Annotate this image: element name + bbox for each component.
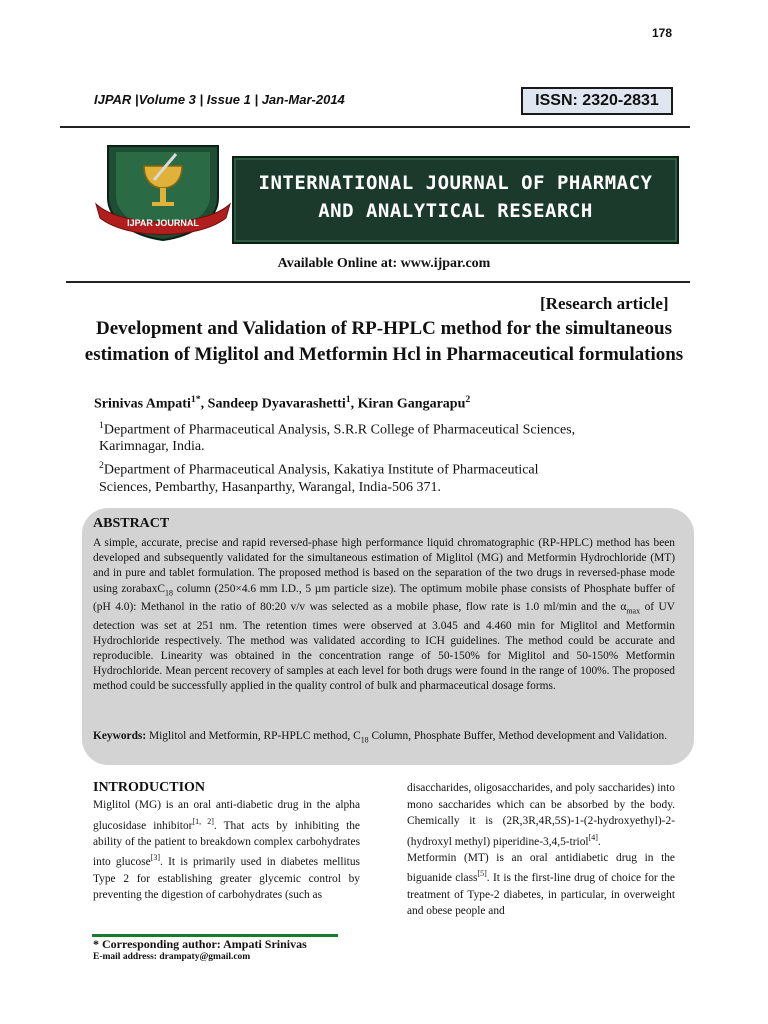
banner-title-line1: INTERNATIONAL JOURNAL OF PHARMACY bbox=[258, 172, 653, 194]
abstract-text-part: A simple, accurate, precise and rapid reversed-phase high performance liquid chromatographic (RP-HPLC) method has been developed and subsequently validated for the simultaneous estimation of Miglitol (MG) and Metformin Hydrochloride (MT) and in pure and tablet formulation. The proposed method is based on the separation of the two drugs in reversed-phase mode using zorabaxC bbox=[93, 537, 675, 595]
available-online: Available Online at: www.ijpar.com bbox=[277, 256, 491, 271]
keywords bbox=[93, 729, 675, 747]
affiliation-1-line2: Karimnagar, India. bbox=[99, 439, 205, 454]
subscript: 18 bbox=[360, 735, 369, 745]
logo-text: IJPAR JOURNAL bbox=[127, 218, 199, 228]
corresponding-author: * Corresponding author: Ampati Srinivas bbox=[93, 937, 307, 951]
banner-divider bbox=[66, 281, 690, 283]
issn-badge: ISSN: 2320-2831 bbox=[521, 87, 673, 115]
journal-logo bbox=[92, 140, 234, 242]
affiliation-mark: 2 bbox=[99, 460, 104, 471]
abstract-body bbox=[93, 536, 675, 695]
citation: [4] bbox=[588, 832, 598, 842]
article-title: Development and Validation of RP-HPLC method for the simultaneous estimation of Miglitol and Metformin Hcl in Pharmaceutical formulations bbox=[84, 318, 684, 365]
keywords-text: Column, Phosphate Buffer, Method development and Validation. bbox=[368, 730, 668, 742]
affiliation-text: Department of Pharmaceutical Analysis, Kakatiya Institute of Pharmaceutical bbox=[103, 462, 539, 478]
introduction-left-column bbox=[93, 797, 360, 904]
body-text: . That acts by inhibiting the ability of the patient to breakdown complex carbohydrates into glucose bbox=[93, 819, 360, 869]
email-address: E-mail address: drampaty@gmail.com bbox=[93, 952, 251, 962]
body-text: . It is primarily used in diabetes mellitus Type 2 for establishing greater glycemic control by preventing the digestion of carbohydrates (such as bbox=[93, 856, 360, 902]
citation: [5] bbox=[477, 869, 487, 879]
abstract-heading: ABSTRACT bbox=[93, 516, 170, 531]
body-text: . bbox=[597, 835, 601, 848]
citation: [1, 2] bbox=[192, 816, 214, 826]
affiliation-text: Department of Pharmaceutical Analysis, S.R.R College of Pharmaceutical Sciences, bbox=[103, 422, 576, 438]
author-name: , Kiran Gangarapu bbox=[350, 396, 466, 412]
article-type: [Research article] bbox=[540, 294, 669, 313]
author-name: Srinivas Ampati bbox=[94, 396, 191, 412]
page-number: 178 bbox=[652, 26, 673, 40]
keywords-label: Keywords: bbox=[93, 730, 147, 742]
body-text: . It is the first-line drug of choice for the treatment of Type-2 diabetes, in particular, in overweight and obese people and bbox=[407, 872, 675, 918]
affiliation-2-line2: Sciences, Pembarthy, Hasanparthy, Warangal, India-506 371. bbox=[99, 480, 442, 495]
author-affiliation-mark: 2 bbox=[465, 394, 471, 405]
keywords-text: Miglitol and Metformin, RP-HPLC method, C bbox=[146, 730, 361, 742]
header-divider bbox=[60, 126, 690, 128]
author-affiliation-mark: 1* bbox=[190, 394, 201, 405]
affiliation-mark: 1 bbox=[99, 420, 104, 431]
banner-title-line2: AND ANALYTICAL RESEARCH bbox=[318, 200, 593, 222]
citation: [3] bbox=[150, 853, 161, 863]
body-text: disaccharides, oligosaccharides, and poly saccharides) into mono saccharides which can be absorbed by the body. Chemically it is (2R,3R,4R,5S)-1-(2-hydroxyethyl)-2-(hydroxyl methyl) piperidine-3,4,5-triol bbox=[407, 782, 675, 848]
introduction-right-column bbox=[407, 780, 675, 920]
author-list bbox=[94, 394, 470, 413]
journal-banner bbox=[232, 156, 679, 244]
abstract-text-part: column (250×4.6 mm I.D., 5 µm particle size). The optimum mobile phase consists of Phosphate buffer of (pH 4.0): Methanol in the ratio of 80:20 v/v was selected as a mobile phase, flow rate is 1.0 ml/min and the α bbox=[93, 582, 675, 614]
subscript: max bbox=[626, 606, 641, 616]
abstract-text-part: of UV detection was set at 251 nm. The retention times were observed at 3.045 and 4.460 min for Miglitol and Metformin Hydrochloride respectively. The method was validated according to ICH guidelines. The method could be accurate and reproducible. Linearity was obtained in the concentration range of 50-150% for Miglitol and 50-150% Metformin Hydrochloride. Mean percent recovery of samples at each level for both drugs were found in the range of 100%. The proposed method could be successfully applied in the quality control of bulk and pharmaceutical dosage forms. bbox=[93, 601, 675, 693]
body-text: Miglitol (MG) is an oral anti-diabetic drug in the alpha glucosidase inhibitor bbox=[93, 799, 360, 832]
author-affiliation-mark: 1 bbox=[345, 394, 351, 405]
introduction-heading: INTRODUCTION bbox=[93, 780, 206, 795]
journal-volume-info: IJPAR |Volume 3 | Issue 1 | Jan-Mar-2014 bbox=[94, 92, 345, 107]
author-name: , Sandeep Dyavarashetti bbox=[200, 396, 346, 412]
body-text: Metformin (MT) is an oral antidiabetic drug in the biguanide class bbox=[407, 851, 675, 885]
subscript: 18 bbox=[165, 587, 173, 597]
